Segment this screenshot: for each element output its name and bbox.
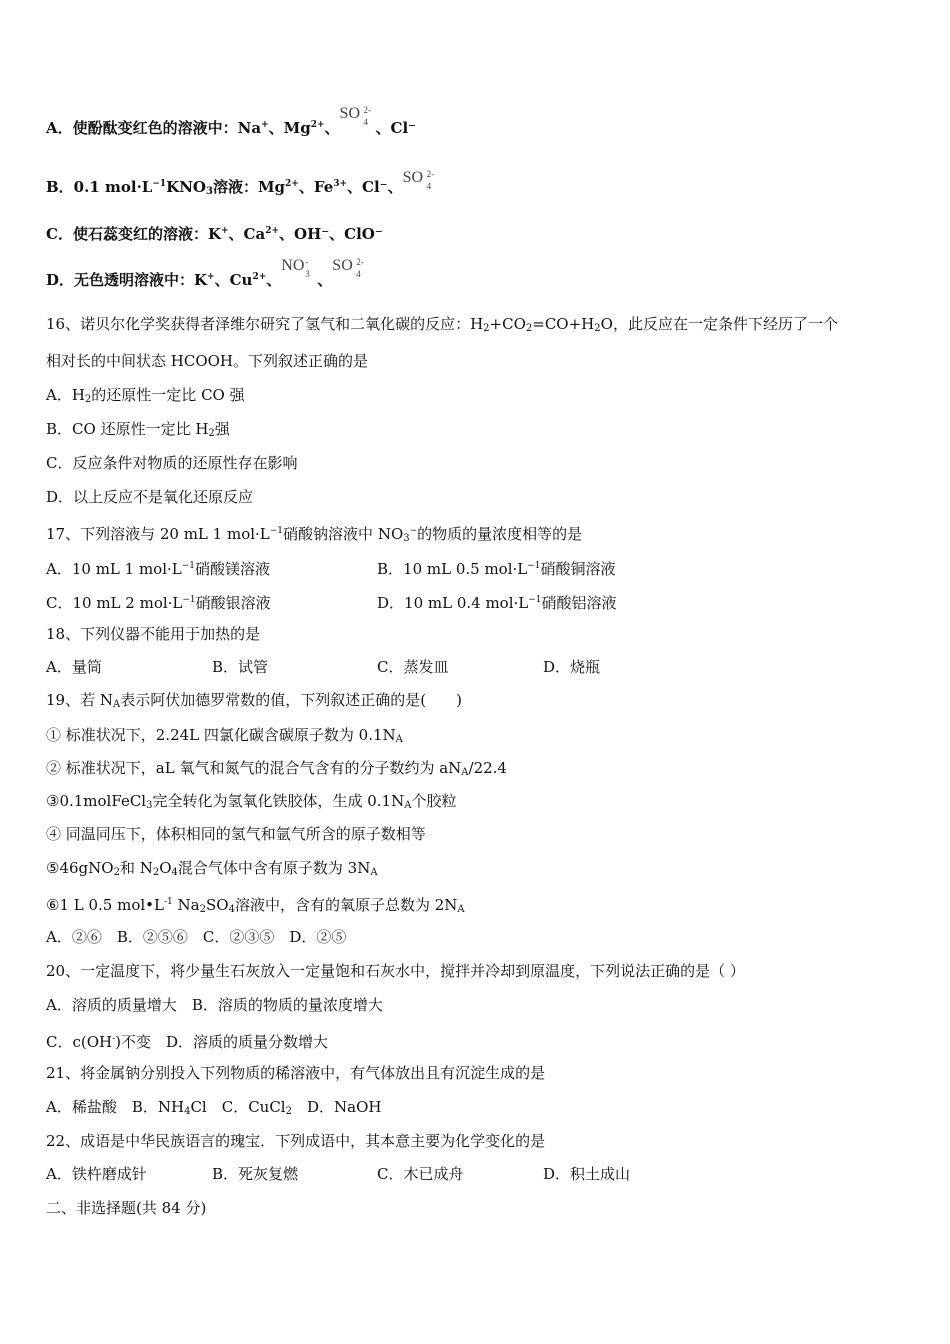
- ion-charge: 2-: [426, 169, 435, 179]
- q22-option-b: B．死灰复燃: [212, 1165, 299, 1183]
- q17-option-d: [377, 590, 617, 613]
- q16-option-a: [46, 385, 245, 410]
- text: 强: [214, 420, 230, 438]
- text: 表示阿伏加德罗常数的值，下列叙述正确的是( ): [120, 691, 462, 709]
- sub: 3: [403, 533, 410, 544]
- sup: +: [220, 226, 229, 236]
- sup: 2+: [285, 179, 299, 189]
- q19-statement-5: [46, 858, 378, 883]
- sub: A: [112, 699, 121, 710]
- sup: -1: [163, 897, 173, 907]
- text: 、Cl⁻: [375, 119, 417, 137]
- sup: −1: [528, 595, 542, 605]
- q22-stem: 22、成语是中华民族语言的瑰宝．下列成语中，其本意主要为化学变化的是: [46, 1132, 546, 1150]
- sup: −1: [527, 561, 541, 571]
- text: D．10 mL 0.4 mol·L: [377, 594, 529, 612]
- sup: −1: [182, 595, 196, 605]
- q22-option-d: D．积土成山: [543, 1165, 631, 1183]
- q18-option-d: D．烧瓶: [543, 658, 601, 676]
- text: D．NaOH: [291, 1098, 382, 1116]
- q19-statement-1: [46, 725, 403, 750]
- text: 、Cl⁻、: [347, 178, 403, 196]
- sub: 4: [171, 867, 178, 878]
- q21-options: [46, 1097, 381, 1122]
- text: B．0.1 mol·L: [46, 178, 153, 196]
- text: 、OH⁻、ClO⁻: [279, 225, 383, 243]
- text: ① 标准状况下，2.24L 四氯化碳含碳原子数为 0.1N: [46, 726, 396, 744]
- text: 、Cu: [214, 271, 253, 289]
- sup: −1: [152, 179, 167, 189]
- sup: 2+: [265, 226, 280, 236]
- q20-options-ab: A．溶质的质量增大 B．溶质的物质的量浓度增大: [46, 996, 383, 1014]
- sup: 3+: [333, 179, 348, 189]
- ion-charge: -: [305, 257, 309, 267]
- text: ③0.1molFeCl: [46, 792, 147, 810]
- q15-option-a: [46, 105, 417, 138]
- text: /22.4: [468, 759, 507, 777]
- text: A．使酚酞变红色的溶液中：Na: [46, 119, 262, 137]
- nitrate-ion-formula: [281, 257, 317, 290]
- text: C．c(OH: [46, 1033, 113, 1051]
- text: 硝酸钠溶液中 NO: [283, 525, 404, 543]
- sup: 2+: [252, 272, 267, 282]
- text: +CO: [489, 315, 526, 333]
- sub: 3: [205, 186, 213, 197]
- q16-option-b: [46, 419, 230, 444]
- text: B．10 mL 0.5 mol·L: [377, 560, 528, 578]
- text: KNO: [166, 178, 206, 196]
- text: )不变 D．溶质的质量分数增大: [115, 1033, 329, 1051]
- q20-stem: 20、一定温度下，将少量生石灰放入一定量饱和石灰水中，搅拌并冷却到原温度，下列说法正确的是（ ）: [46, 962, 745, 980]
- sup: +: [207, 272, 215, 282]
- q19-statement-6: [46, 892, 465, 920]
- q19-options: A．②⑥ B．②⑤⑥ C．②③⑤ D．②⑤: [46, 928, 347, 946]
- sub: A: [395, 734, 403, 745]
- sub: 3: [146, 800, 153, 811]
- text: SO: [205, 896, 229, 914]
- text: A．稀盐酸 B．NH: [46, 1098, 185, 1116]
- sub: 2: [594, 323, 601, 334]
- text: 19、若 N: [46, 691, 113, 709]
- text: 的物质的量浓度相等的是: [417, 525, 583, 543]
- text: B．CO 还原性一定比 H: [46, 420, 209, 438]
- text: 和 N: [119, 859, 153, 877]
- q15-option-d: [46, 257, 368, 290]
- sup: −: [409, 526, 418, 536]
- text: 、Fe: [298, 178, 334, 196]
- text: 16、诺贝尔化学奖获得者泽维尔研究了氢气和二氧化碳的反应：H: [46, 315, 484, 333]
- text: A．H: [46, 386, 85, 404]
- sulfate-ion-formula: [332, 257, 368, 290]
- text: 硝酸铜溶液: [540, 560, 616, 578]
- text: Cl C．CuCl: [190, 1098, 286, 1116]
- text: D．无色透明溶液中：K: [46, 271, 208, 289]
- q16-stem-line1: [46, 314, 838, 339]
- ion-base: SO: [402, 169, 424, 186]
- q15-option-c: [46, 221, 383, 244]
- sulfate-ion-formula: [339, 105, 376, 138]
- ion-subscript: 3: [305, 269, 310, 279]
- sup: 2+: [310, 120, 325, 130]
- sub: A: [370, 867, 378, 878]
- q17-option-c: [46, 590, 271, 613]
- ion-charge: 2-: [363, 105, 372, 115]
- text: A．10 mL 1 mol·L: [46, 560, 182, 578]
- text: 、: [324, 119, 340, 137]
- ion-subscript: 4: [363, 117, 369, 127]
- sub: 2: [285, 1106, 292, 1117]
- sub: 2: [208, 428, 215, 439]
- text: 17、下列溶液与 20 mL 1 mol·L: [46, 525, 270, 543]
- text: 硝酸镁溶液: [195, 560, 271, 578]
- q18-option-c: C．蒸发皿: [377, 658, 449, 676]
- q18-option-b: B．试管: [212, 658, 269, 676]
- text: 硝酸银溶液: [195, 594, 271, 612]
- q15-option-b: [46, 169, 439, 202]
- sub: A: [461, 767, 469, 778]
- text: O: [159, 859, 172, 877]
- text: 、: [266, 271, 282, 289]
- text: 完全转化为氢氧化铁胶体，生成 0.1N: [152, 792, 405, 810]
- sub: 2: [525, 323, 533, 334]
- q16-option-d: D．以上反应不是氧化还原反应: [46, 488, 254, 506]
- q19-stem: [46, 690, 462, 715]
- ion-base: SO: [339, 105, 360, 122]
- sup: −1: [181, 561, 196, 571]
- q17-stem: [46, 521, 582, 549]
- q21-stem: 21、将金属钠分别投入下列物质的稀溶液中，有气体放出且有沉淀生成的是: [46, 1064, 546, 1082]
- sub: 4: [184, 1106, 191, 1117]
- sub: A: [404, 800, 412, 811]
- sub: A: [457, 904, 465, 915]
- q17-option-a: [46, 556, 270, 579]
- sub: 2: [113, 867, 120, 878]
- ion-base: NO: [281, 257, 305, 274]
- text: C．10 mL 2 mol·L: [46, 594, 183, 612]
- text: 、Ca: [228, 225, 266, 243]
- text: 个胶粒: [411, 792, 457, 810]
- q20-options-cd: [46, 1029, 328, 1052]
- sup: +: [261, 120, 269, 130]
- q22-option-a: A．铁杵磨成针: [46, 1165, 147, 1183]
- text: C．使石蕊变红的溶液：K: [46, 225, 221, 243]
- text: 的还原性一定比 CO 强: [91, 386, 245, 404]
- text: 、: [317, 271, 333, 289]
- text: 混合气体中含有原子数为 3N: [177, 859, 371, 877]
- sub: 2: [199, 904, 206, 915]
- ion-subscript: 4: [356, 269, 361, 279]
- ion-subscript: 4: [426, 181, 432, 191]
- q19-statement-3: [46, 791, 456, 816]
- q16-stem-line2: 相对长的中间状态 HCOOH。下列叙述正确的是: [46, 352, 369, 370]
- text: =CO+H: [532, 315, 595, 333]
- section-heading: 二、非选择题(共 84 分): [46, 1199, 207, 1217]
- text: 溶液：Mg: [212, 178, 286, 196]
- q22-option-c: C．木已成舟: [377, 1165, 464, 1183]
- text: O，此反应在一定条件下经历了一个: [600, 315, 838, 333]
- ion-charge: 2-: [356, 257, 364, 267]
- sup: -: [112, 1034, 116, 1044]
- text: 硝酸铝溶液: [541, 594, 617, 612]
- text: 、Mg: [268, 119, 311, 137]
- sub: 2: [84, 394, 92, 405]
- text: ⑥1 L 0.5 mol•L: [46, 896, 164, 914]
- q18-option-a: A．量筒: [46, 658, 102, 676]
- q17-option-b: [377, 556, 616, 579]
- text: ⑤46gNO: [46, 859, 114, 877]
- q16-option-c: C．反应条件对物质的还原性存在影响: [46, 454, 298, 472]
- q18-stem: 18、下列仪器不能用于加热的是: [46, 625, 261, 643]
- text: 溶液中，含有的氧原子总数为 2N: [234, 896, 458, 914]
- sulfate-ion-formula: [402, 169, 439, 202]
- sub: 4: [228, 904, 235, 915]
- text: ② 标准状况下，aL 氧气和氮气的混合气含有的分子数约为 aN: [46, 759, 462, 777]
- text: Na: [172, 896, 200, 914]
- ion-base: SO: [332, 257, 353, 274]
- sup: −1: [269, 526, 284, 536]
- q19-statement-4: ④ 同温同压下，体积相同的氢气和氩气所含的原子数相等: [46, 825, 426, 843]
- sub: 2: [483, 323, 490, 334]
- q19-statement-2: [46, 758, 507, 783]
- sub: 2: [152, 867, 160, 878]
